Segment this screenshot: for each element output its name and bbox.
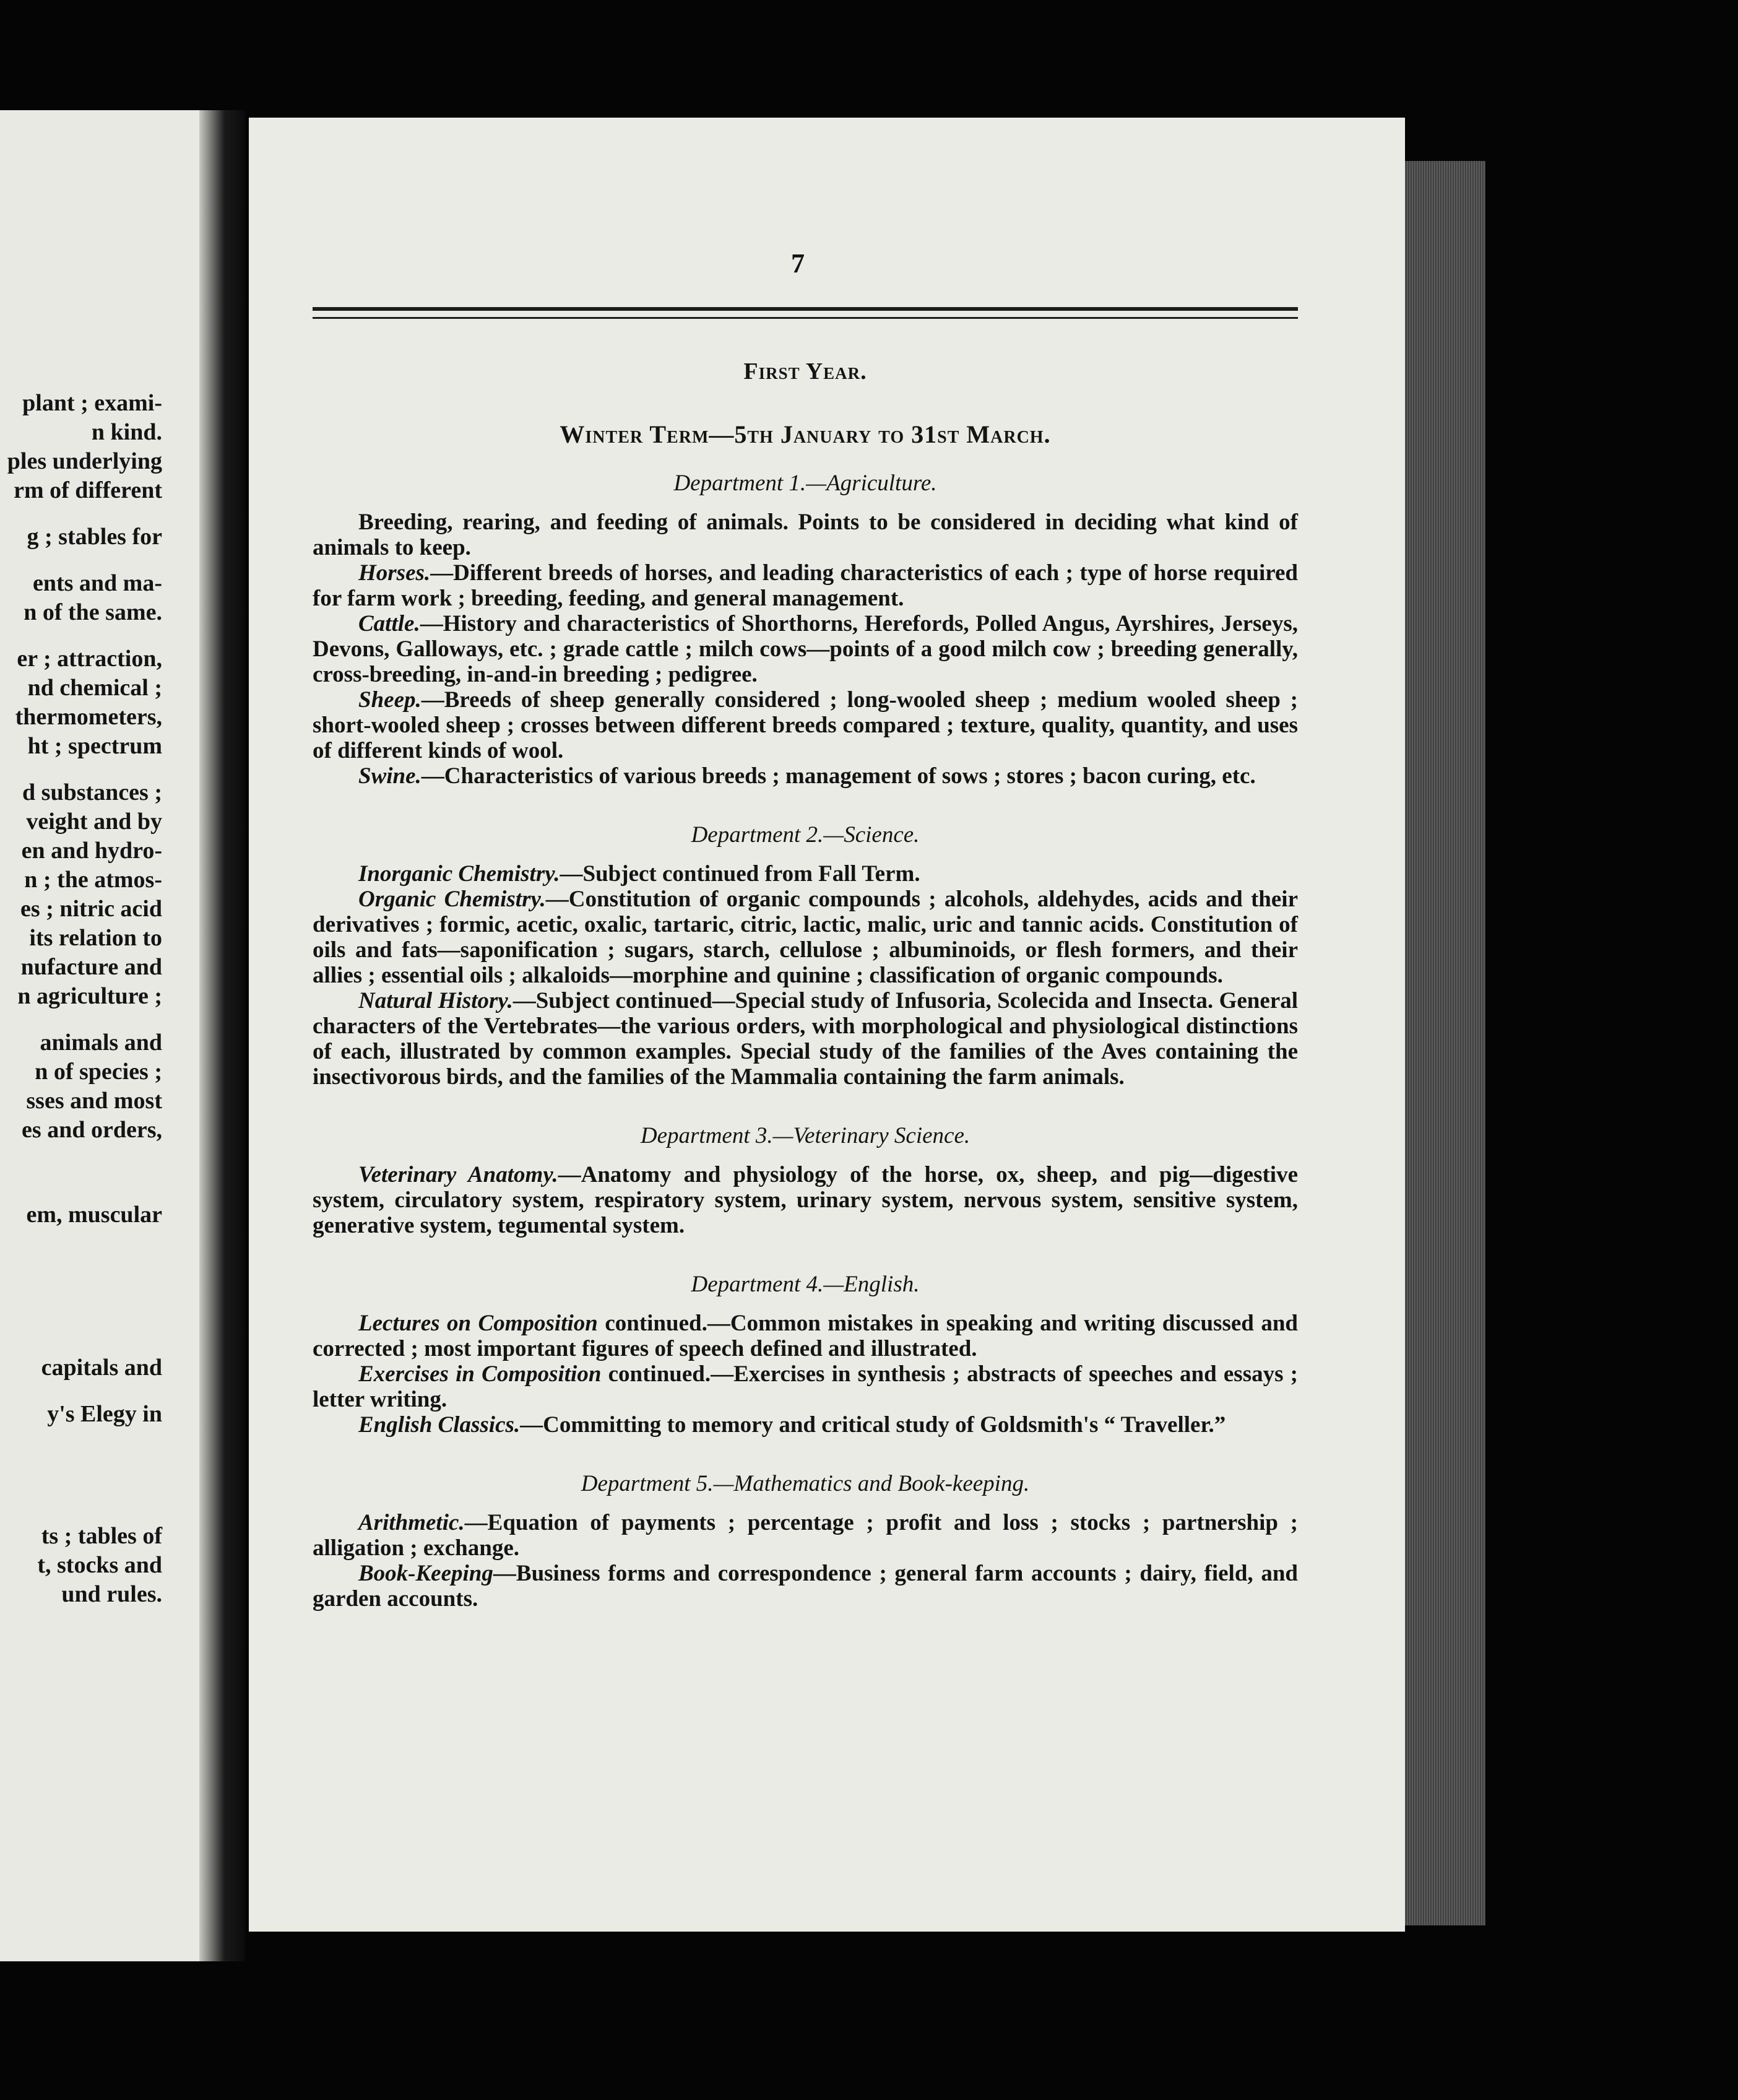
left-page-line: animals and	[40, 1030, 162, 1056]
left-page-line: n of species ;	[35, 1059, 162, 1085]
subject-label: Exercises in Composition	[358, 1361, 602, 1387]
left-page-line: veight and by	[26, 809, 162, 835]
subject-text: —Committing to memory and critical study of Goldsmith's “ Traveller.”	[520, 1412, 1226, 1438]
left-page-line: er ; attraction,	[17, 646, 162, 672]
term-heading: Winter Term—5th January to 31st March.	[560, 420, 1051, 448]
department-heading: Department 5.—Mathematics and Book-keeping.	[581, 1471, 1030, 1496]
subject-paragraph	[313, 1412, 1298, 1438]
subject-paragraph	[313, 1162, 1298, 1238]
left-page-line: ht ; spectrum	[27, 733, 162, 759]
left-page-line: en and hydro-	[21, 838, 162, 864]
subject-label: Veterinary Anatomy.	[358, 1162, 558, 1187]
subject-label: Cattle.	[358, 611, 420, 636]
left-page-line: n agriculture ;	[17, 983, 162, 1009]
page-content	[313, 359, 1298, 1612]
subject-label: Organic Chemistry.	[358, 887, 546, 912]
department-intro: Breeding, rearing, and feeding of animals. Points to be considered in deciding what kind of animals to keep.	[313, 510, 1298, 560]
subject-paragraph	[313, 1510, 1298, 1561]
left-page-line: sses and most	[26, 1088, 162, 1114]
department-heading: Department 4.—English.	[691, 1272, 920, 1297]
left-page-line: g ; stables for	[27, 524, 162, 550]
department-heading: Department 2.—Science.	[691, 822, 920, 848]
subject-paragraph	[313, 1361, 1298, 1412]
subject-paragraph	[313, 1311, 1298, 1361]
year-heading: First Year.	[743, 358, 867, 384]
page-number: 7	[791, 248, 805, 279]
subject-label: Lectures on Composition	[358, 1311, 598, 1336]
left-page-text	[0, 389, 198, 1609]
header-rule	[313, 307, 1298, 311]
subject-paragraph	[313, 763, 1298, 789]
subject-text: —Subject continued—Special study of Infusoria, Scolecida and Insecta. General characters of the Vertebrates—the various orders, with morphological and physiological distinctions of each, illustrated by common examples. Special study of the families of the Aves containing the insectivorous birds, and the families of the Mammalia containing the farm animals.	[313, 988, 1298, 1090]
subject-paragraph	[313, 861, 1298, 887]
subject-text: —Constitution of organic compounds ; alcohols, aldehydes, acids and their derivatives ; formic, acetic, oxalic, tartaric, citric, lactic, malic, uric and tannic acids. Constitution of oils and fats—saponification ; sugars, starch, cellulose ; albuminoids, or flesh formers, and their allies ; essential oils ; alkaloids—morphine and quinine ; classification of organic compounds.	[313, 887, 1299, 988]
left-page-line: thermometers,	[15, 704, 162, 730]
subject-label: English Classics.	[358, 1412, 521, 1438]
subject-label: Book-Keeping	[358, 1561, 493, 1586]
left-page-line: nufacture and	[20, 954, 162, 980]
subject-text: —Equation of payments ; percentage ; profit and loss ; stocks ; partnership ; alligation ; exchange.	[313, 1510, 1298, 1561]
subject-label: Sheep.	[358, 687, 422, 713]
left-page-line: es ; nitric acid	[20, 896, 162, 922]
left-page-line: es and orders,	[22, 1117, 162, 1143]
departments	[313, 471, 1298, 1612]
subject-text: —Business forms and correspondence ; general farm accounts ; dairy, field, and garden accounts.	[313, 1561, 1298, 1612]
subject-paragraph	[313, 1561, 1298, 1612]
left-page-line: y's Elegy in	[47, 1401, 162, 1427]
left-page-line: em, muscular	[26, 1202, 162, 1228]
department-heading: Department 3.—Veterinary Science.	[640, 1123, 971, 1148]
department-heading: Department 1.—Agriculture.	[673, 471, 937, 496]
left-page-line: n of the same.	[24, 599, 162, 625]
subject-paragraph	[313, 687, 1298, 763]
subject-label: Swine.	[358, 763, 422, 789]
left-page-line: t, stocks and	[37, 1552, 162, 1578]
subject-label: Horses.	[358, 560, 431, 586]
left-page-line: ts ; tables of	[41, 1523, 162, 1549]
subject-label: Inorganic Chemistry.	[358, 861, 560, 887]
subject-text: —Breeds of sheep generally considered ; long-wooled sheep ; medium wooled sheep ; short-wooled sheep ; crosses between different breeds compared ; texture, quality, quantity, and uses of different kinds of wool.	[313, 687, 1298, 763]
subject-text: —Anatomy and physiology of the horse, ox, sheep, and pig—digestive system, circulatory system, respiratory system, urinary system, nervous system, sensitive system, generative system, tegumental system.	[313, 1162, 1298, 1238]
left-page-line: d substances ;	[22, 779, 162, 805]
subject-text: continued.—Common mistakes in speaking and writing discussed and corrected ; most important figures of speech defined and illustrated.	[313, 1311, 1298, 1361]
left-page-line: its relation to	[29, 925, 162, 951]
subject-paragraph	[313, 560, 1298, 611]
left-page-line: plant ; exami-	[22, 390, 162, 416]
book-gutter	[199, 110, 245, 1961]
subject-paragraph	[313, 988, 1298, 1090]
left-page-line: n ; the atmos-	[24, 867, 162, 893]
left-page	[0, 110, 214, 1961]
subject-text: —Different breeds of horses, and leading characteristics of each ; type of horse required for farm work ; breeding, feeding, and general management.	[313, 560, 1298, 611]
left-page-line: rm of different	[14, 477, 162, 503]
left-page-line: n kind.	[91, 419, 162, 445]
left-page-line: ents and ma-	[32, 570, 162, 596]
subject-paragraph	[313, 887, 1298, 988]
left-page-line: und rules.	[61, 1581, 162, 1607]
subject-paragraph	[313, 611, 1298, 687]
subject-label: Arithmetic.	[358, 1510, 465, 1535]
subject-label: Natural History.	[358, 988, 513, 1013]
subject-text: —Subject continued from Fall Term.	[560, 861, 920, 887]
subject-text: —Characteristics of various breeds ; management of sows ; stores ; bacon curing, etc.	[421, 763, 1256, 789]
left-page-line: nd chemical ;	[27, 675, 162, 701]
subject-text: continued.—Exercises in synthesis ; abstracts of speeches and essays ; letter writing.	[313, 1361, 1298, 1412]
left-page-line: capitals and	[41, 1355, 162, 1381]
header-rule-thin	[313, 317, 1298, 319]
left-page-line: ples underlying	[7, 448, 162, 474]
subject-text: —History and characteristics of Shorthorns, Herefords, Polled Angus, Ayrshires, Jerseys, Devons, Galloways, etc. ; grade cattle ; milch cows—points of a good milch cow ; breeding generally, cross-breeding, in-and-in breeding ; pedigree.	[313, 611, 1298, 687]
